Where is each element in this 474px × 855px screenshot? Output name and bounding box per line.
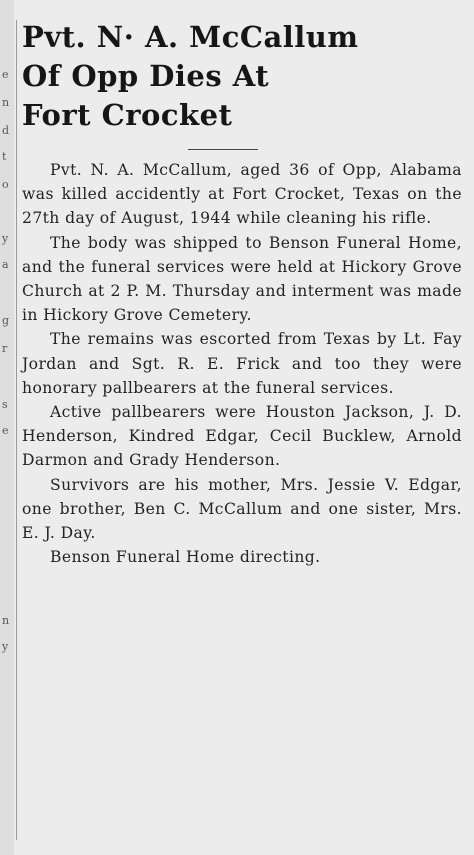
fragment-letter: o bbox=[2, 178, 9, 191]
headline-line: Of Opp Dies At bbox=[22, 59, 270, 93]
headline-line: Pvt. N· A. McCallum bbox=[22, 20, 359, 54]
paragraph-funeral-services: The body was shipped to Benson Funeral Home, and the funeral services were held at Hickory Grove Church at 2 P. M. Thursday and interment was made in Hickory Grove Cemetery. bbox=[22, 233, 462, 325]
paragraph-directing: Benson Funeral Home directing. bbox=[50, 548, 321, 567]
fragment-letter: a bbox=[2, 258, 9, 271]
fragment-letter: r bbox=[2, 342, 8, 355]
paragraph-survivors: Survivors are his mother, Mrs. Jessie V. Edgar, one brother, Ben C. McCallum and one sister, Mrs. E. J. Day. bbox=[22, 475, 462, 543]
fragment-letter: y bbox=[2, 640, 9, 653]
column-rule bbox=[16, 20, 17, 840]
paragraph-pallbearers: Active pallbearers were Houston Jackson, J. D. Henderson, Kindred Edgar, Cecil Bucklew, Arnold Darmon and Grady Henderson. bbox=[22, 403, 462, 470]
headline-divider bbox=[188, 149, 258, 150]
fragment-letter: s bbox=[2, 398, 8, 411]
fragment-letter: y bbox=[2, 232, 9, 245]
obituary-article bbox=[22, 18, 462, 569]
fragment-letter: g bbox=[2, 314, 10, 327]
paragraph-escort: The remains was escorted from Texas by Lt. Fay Jordan and Sgt. R. E. Frick and too they were honorary pallbearers at the funeral services. bbox=[22, 330, 462, 397]
article-body bbox=[22, 158, 462, 569]
fragment-letter: t bbox=[2, 150, 7, 163]
fragment-letter: e bbox=[2, 424, 9, 437]
paragraph-death-notice: Pvt. N. A. McCallum, aged 36 of Opp, Alabama was killed accidently at Fort Crocket, Texas on the 27th day of August, 1944 while cleaning his rifle. bbox=[22, 161, 462, 228]
fragment-letter: e bbox=[2, 68, 9, 81]
adjacent-column-fragment bbox=[0, 0, 14, 855]
fragment-letter: n bbox=[2, 614, 10, 627]
headline-line: Fort Crocket bbox=[22, 98, 233, 132]
headline bbox=[22, 18, 462, 135]
fragment-letter: d bbox=[2, 124, 10, 137]
fragment-letter: n bbox=[2, 96, 10, 109]
